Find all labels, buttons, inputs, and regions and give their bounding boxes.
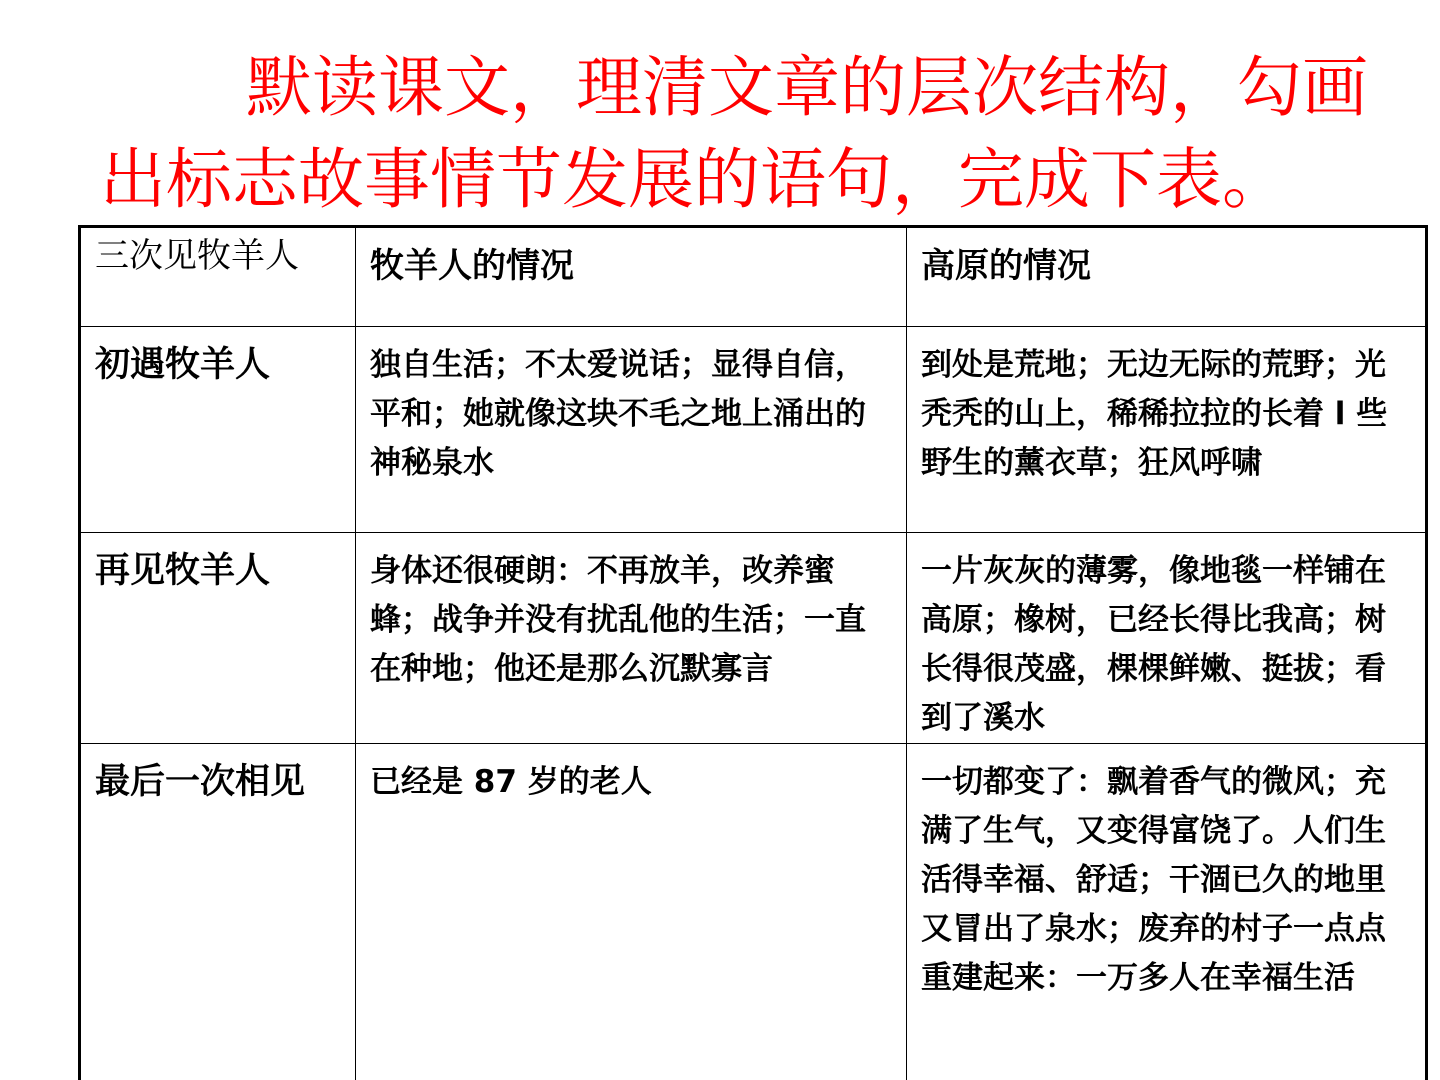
slide-title [100, 42, 1400, 226]
header-encounters: 三次见牧羊人 [80, 227, 356, 327]
table-row [80, 744, 1427, 1080]
slide-title-line-2: 出标志故事情节发展的语句，完成下表。 [100, 141, 1288, 218]
cell-shepherd-first: 独自生活；不太爱说话；显得自信，平和；她就像这块不毛之地上涌出的神秘泉水 [356, 327, 907, 533]
slide-title-line-1: 默读课文，理清文章的层次结构，勾画 [246, 49, 1368, 126]
cell-plateau-first: 到处是荒地；无边无际的荒野；光秃秃的山上，稀稀拉拉的长着 l 些野生的薰衣草；狂风呼啸 [907, 327, 1427, 533]
header-shepherd-situation: 牧羊人的情况 [356, 227, 907, 327]
row-label-first-meeting: 初遇牧羊人 [80, 327, 356, 533]
table-row [80, 533, 1427, 744]
comparison-table [78, 225, 1428, 1080]
header-plateau-situation: 高原的情况 [907, 227, 1427, 327]
cell-plateau-second: 一片灰灰的薄雾，像地毯一样铺在高原；橡树，已经长得比我高；树长得很茂盛，棵棵鲜嫩、挺拔；看到了溪水 [907, 533, 1427, 744]
cell-shepherd-second: 身体还很硬朗：不再放羊，改养蜜蜂；战争并没有扰乱他的生活；一直在种地；他还是那么沉默寡言 [356, 533, 907, 744]
row-label-second-meeting: 再见牧羊人 [80, 533, 356, 744]
table-header-row [80, 227, 1427, 327]
table-row [80, 327, 1427, 533]
cell-shepherd-last: 已经是 87 岁的老人 [356, 744, 907, 1080]
row-label-last-meeting: 最后一次相见 [80, 744, 356, 1080]
cell-plateau-last: 一切都变了：飘着香气的微风；充满了生气，又变得富饶了。人们生活得幸福、舒适；干涸已久的地里又冒出了泉水；废弃的村子一点点重建起来：一万多人在幸福生活 [907, 744, 1427, 1080]
